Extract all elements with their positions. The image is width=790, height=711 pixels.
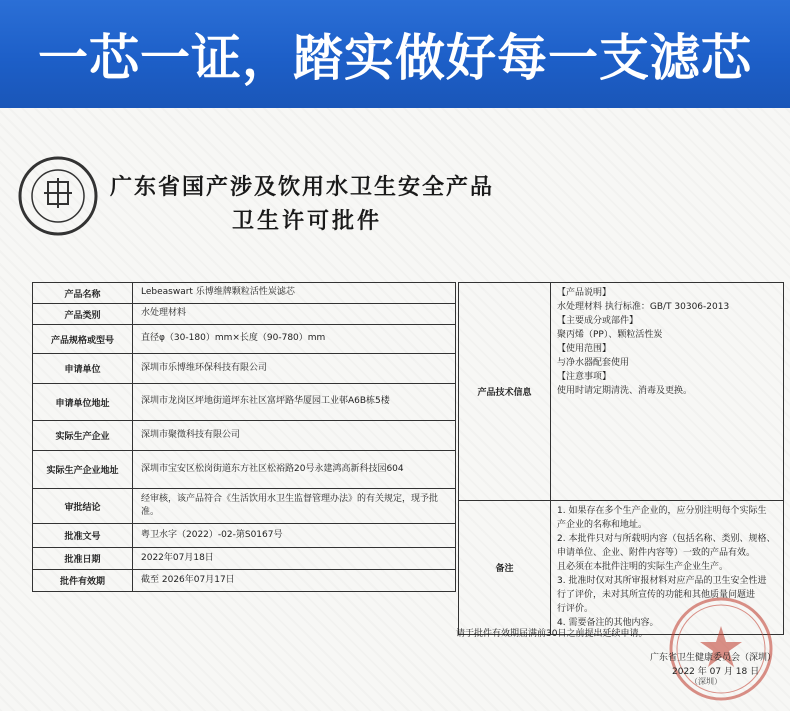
row-label: 申请单位地址 (33, 384, 133, 421)
renewal-footnote: 请于批件有效期届满前30日之前提出延续申请。 (456, 629, 648, 639)
note-line: 行评价。 (557, 603, 594, 614)
table-row (33, 451, 456, 489)
row-label: 产品规格或型号 (33, 325, 133, 354)
header-banner (0, 0, 790, 108)
note-line: 1. 如果存在多个生产企业的，应分别注明每个实际生 (557, 506, 767, 516)
row-label: 产品类别 (33, 304, 133, 325)
tech-line: 【产品说明】 (557, 288, 612, 298)
tech-line: 【使用范围】 (557, 343, 612, 354)
note-line: 3. 批准时仅对其所审报材料对应产品的卫生安全性进 (557, 575, 767, 586)
row-value: Lebeaswart 乐博维牌颗粒活性炭滤芯 (133, 283, 456, 304)
note-line: 4. 需要备注的其他内容。 (557, 617, 659, 628)
issue-date: 2022 年 07 月 18 日 (672, 667, 760, 677)
note-line: 2. 本批件只对与所载明内容（包括名称、类别、规格、 (557, 533, 776, 544)
table-row (33, 489, 456, 524)
notes-label: 备注 (459, 501, 551, 635)
row-label: 实际生产企业地址 (33, 451, 133, 489)
tech-line: 水处理材料 执行标准：GB/T 30306-2013 (557, 301, 730, 312)
row-value: 粤卫水字（2022）-02-第S0167号 (133, 524, 456, 548)
table-row (33, 325, 456, 354)
tech-line: 【主要成分或部件】 (557, 315, 639, 326)
health-inspection-emblem-icon (18, 156, 98, 236)
document-title: 广东省国产涉及饮用水卫生安全产品 (110, 174, 495, 200)
tech-info-label: 产品技术信息 (459, 283, 551, 501)
row-value: 水处理材料 (133, 304, 456, 325)
row-value: 2022年07月18日 (133, 548, 456, 570)
issue-location: （深圳） (690, 677, 722, 686)
table-row (33, 524, 456, 548)
note-line: 申请单位、企业、附件内容等）一致的产品有效。 (557, 547, 756, 558)
table-row (33, 421, 456, 451)
table-row (33, 283, 456, 304)
row-value: 深圳市龙岗区坪地街道坪东社区富坪路华厦园工业邨A6B栋5楼 (133, 384, 456, 421)
table-row (33, 570, 456, 592)
row-value: 经审核，该产品符合《生活饮用水卫生监督管理办法》的有关规定，现予批准。 (133, 489, 456, 524)
row-label: 批件有效期 (33, 570, 133, 592)
tech-line: 与净水器配套使用 (557, 357, 630, 368)
row-value: 深圳市聚徵科技有限公司 (133, 421, 456, 451)
row-label: 批准日期 (33, 548, 133, 570)
row-label: 实际生产企业 (33, 421, 133, 451)
row-value: 深圳市宝安区松岗街道东方社区松裕路20号永建鸿高新科技园604 (133, 451, 456, 489)
row-value: 深圳市乐博维环保科技有限公司 (133, 354, 456, 384)
license-info-table (32, 282, 456, 592)
row-label: 批准文号 (33, 524, 133, 548)
note-line: 行了评价，未对其所宣传的功能和其他质量问题进 (557, 589, 756, 600)
row-label: 产品名称 (33, 283, 133, 304)
banner-title: 一芯一证，踏实做好每一支滤芯 (38, 29, 752, 87)
table-row (33, 384, 456, 421)
row-value: 直径φ（30-180）mm×长度（90-780）mm (133, 325, 456, 354)
row-label: 申请单位 (33, 354, 133, 384)
issuing-authority: 广东省卫生健康委员会（深圳） (650, 653, 777, 663)
row-label: 审批结论 (33, 489, 133, 524)
note-line: 且必须在本批件注明的实际生产企业生产。 (557, 561, 729, 572)
document-subtitle: 卫生许可批件 (232, 208, 383, 234)
table-row (33, 304, 456, 325)
tech-line: 聚丙烯（PP）、颗粒活性炭 (557, 329, 663, 340)
product-tech-table (458, 282, 784, 635)
row-value: 截至 2026年07月17日 (133, 570, 456, 592)
table-row (33, 548, 456, 570)
certificate-document (0, 108, 790, 711)
tech-line: 【注意事项】 (557, 371, 612, 382)
tech-info-content (551, 283, 784, 501)
note-line: 产企业的名称和地址。 (557, 519, 648, 530)
tech-line: 使用时请定期清洗、消毒及更换。 (557, 385, 693, 396)
table-row (33, 354, 456, 384)
